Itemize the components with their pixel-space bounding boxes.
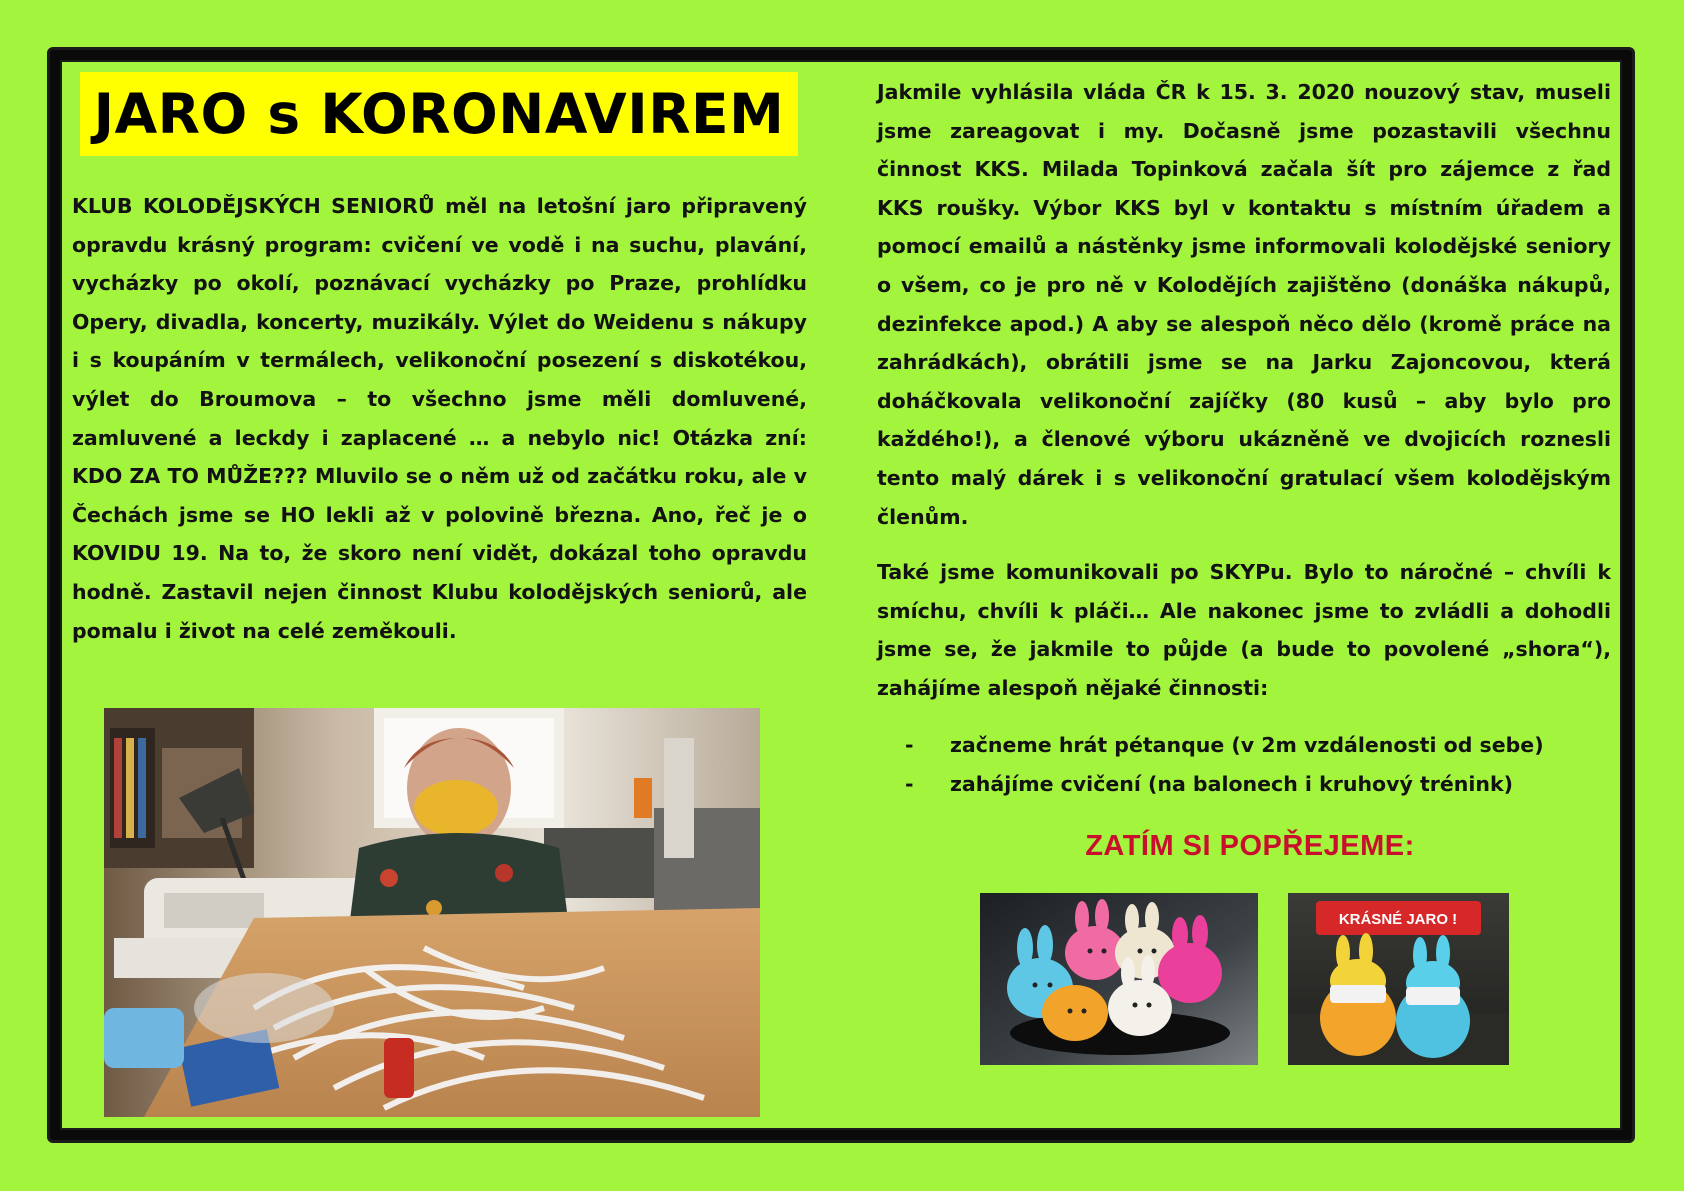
skype-paragraph: Také jsme komunikovali po SKYPu. Bylo to náročné – chvíli k smíchu, chvíli k pláči… Ale nakonec jsme to zvládli a dohodli jsme se, že jakmile to půjde (a bude to povolené „shora“), zahájíme alespoň nějaké činnosti: [877,560,1611,700]
spring-greeting-photo [1288,893,1509,1065]
bullet-marker: - [905,772,914,796]
sewing-masks-photo [104,708,760,1117]
crochet-bunnies-photo [980,893,1258,1065]
intro-paragraph: KLUB KOLODĚJSKÝCH SENIORŮ měl na letošní jaro připravený opravdu krásný program: cvičení ve vodě i na suchu, plavání, vycházky po okolí, poznávací vycházky po Praze, prohlídku Opery, divadla, koncerty, muzikály. Výlet do Weidenu s nákupy i s koupáním v termálech, velikonoční posezení s diskotékou, výlet do Broumova – to všechno jsme měli domluvené, zamluvené a leckdy i zaplacené … a nebylo nic! Otázka zní: KDO ZA TO MŮŽE??? Mluvilo se o něm už od začátku roku, ale v Čechách jsme se HO lekli až v polovině března. Ano, řeč je o KOVIDU 19. Na to, že skoro není vidět, dokázal toho opravdu hodně. Zastavil nejen činnost Klubu kolodějských seniorů, ale pomalu i život na celé zeměkouli. [72,194,807,643]
bullet-marker: - [905,733,914,757]
wish-heading: ZATÍM SI POPŘEJEME: [1085,830,1415,862]
emergency-paragraph: Jakmile vyhlásila vláda ČR k 15. 3. 2020 nouzový stav, museli jsme zareagovat i my. Dočasně jsme pozastavili všechnu činnost KKS. Milada Topinková začala šít pro zájemce z řad KKS roušky. Výbor KKS byl v kontaktu s místním úřadem a pomocí emailů a nástěnky jsme informovali kolodějské seniory o všem, co je pro ně v Kolodějích zajištěno (donáška nákupů, dezinfekce apod.) A aby se alespoň něco dělo (kromě práce na zahrádkách), obrátili jsme se na Jarku Zajoncovou, která doháčkovala velikonoční zajíčky (80 kusů – aby bylo pro každého!), a členové výboru ukázněně ve dvojicích roznesli tento malý dárek i s velikonoční gratulací všem kolodějským členům. [877,80,1611,529]
list-item [905,765,1625,804]
bullet-text: začneme hrát pétanque (v 2m vzdálenosti od sebe) [950,733,1544,757]
activity-list [905,726,1625,804]
bullet-text: zahájíme cvičení (na balonech i kruhový trénink) [950,772,1514,796]
greeting-sign: KRÁSNÉ JARO ! [1338,911,1458,928]
list-item [905,726,1625,765]
page-title: JARO s KORONAVIREM [80,72,798,156]
